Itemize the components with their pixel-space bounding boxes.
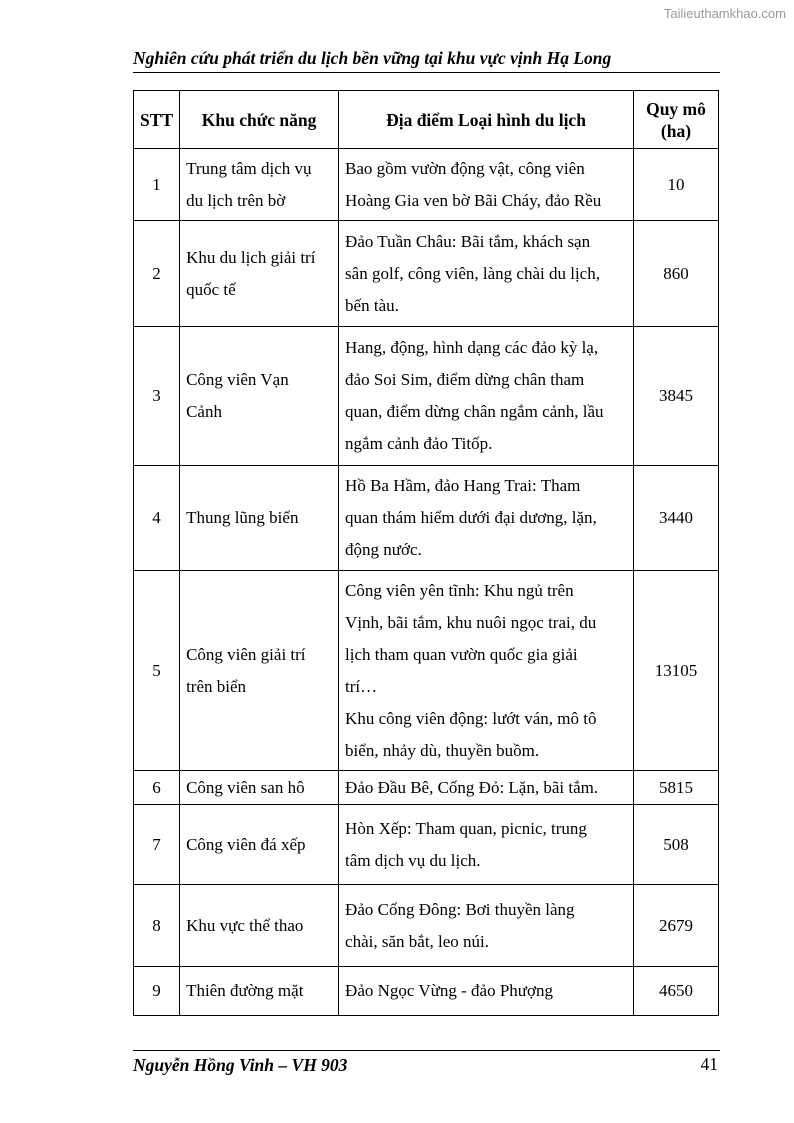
cell-stt: 2 [134,221,180,327]
cell-stt: 6 [134,771,180,805]
cell-place: Hang, động, hình dạng các đảo kỳ lạ, đảo Soi Sim, điểm dừng chân tham quan, điểm dừng chân ngắm cảnh, lầu ngắm cảnh đảo Titốp. [339,327,634,466]
cell-stt: 9 [134,967,180,1016]
cell-size: 3440 [633,466,718,571]
cell-place: Hồ Ba Hầm, đảo Hang Trai: Tham quan thám hiểm dưới đại dương, lặn, động nước. [339,466,634,571]
cell-zone: Khu du lịch giải trí quốc tế [180,221,339,327]
cell-place: Hòn Xếp: Tham quan, picnic, trung tâm dịch vụ du lịch. [339,805,634,885]
cell-size: 13105 [633,571,718,771]
cell-size: 10 [633,149,718,221]
tourism-zones-table [133,90,719,1016]
table-row [134,571,719,771]
cell-size: 508 [633,805,718,885]
cell-size: 2679 [633,885,718,967]
cell-stt: 1 [134,149,180,221]
cell-size: 4650 [633,967,718,1016]
table-row [134,967,719,1016]
table-row [134,805,719,885]
cell-zone: Khu vực thể thao [180,885,339,967]
table-row [134,885,719,967]
cell-stt: 8 [134,885,180,967]
cell-stt: 3 [134,327,180,466]
cell-place: Đảo Cống Đông: Bơi thuyền làng chài, săn bắt, leo núi. [339,885,634,967]
cell-place: Bao gồm vườn động vật, công viên Hoàng Gia ven bờ Bãi Cháy, đảo Rều [339,149,634,221]
cell-place: Đảo Tuần Châu: Bãi tắm, khách sạn sân golf, công viên, làng chài du lịch, bến tàu. [339,221,634,327]
cell-zone: Thiên đường mặt [180,967,339,1016]
cell-stt: 7 [134,805,180,885]
running-header: Nghiên cứu phát triển du lịch bền vững tại khu vực vịnh Hạ Long [133,48,720,73]
watermark: Tailieuthamkhao.com [663,6,786,21]
header-zone: Khu chức năng [180,91,339,149]
cell-size: 5815 [633,771,718,805]
table-row [134,221,719,327]
cell-zone: Công viên giải trí trên biển [180,571,339,771]
header-size: Quy mô (ha) [633,91,718,149]
header-stt: STT [134,91,180,149]
cell-size: 860 [633,221,718,327]
footer [133,1050,720,1076]
cell-place: Công viên yên tĩnh: Khu ngủ trên Vịnh, bãi tắm, khu nuôi ngọc trai, du lịch tham quan vườn quốc gia giải trí… Khu công viên động: lướt ván, mô tô biển, nhảy dù, thuyền buồm. [339,571,634,771]
cell-place: Đảo Đầu Bê, Cống Đỏ: Lặn, bãi tắm. [339,771,634,805]
header-place: Địa điểm Loại hình du lịch [339,91,634,149]
cell-place: Đảo Ngọc Vừng - đảo Phượng [339,967,634,1016]
cell-zone: Trung tâm dịch vụ du lịch trên bờ [180,149,339,221]
cell-stt: 4 [134,466,180,571]
table-row [134,149,719,221]
cell-stt: 5 [134,571,180,771]
cell-size: 3845 [633,327,718,466]
cell-zone: Công viên Vạn Cảnh [180,327,339,466]
table-row [134,327,719,466]
table-header-row [134,91,719,149]
cell-zone: Thung lũng biển [180,466,339,571]
table-row [134,466,719,571]
table-row [134,771,719,805]
footer-author: Nguyễn Hồng Vinh – VH 903 [133,1055,348,1075]
cell-zone: Công viên đá xếp [180,805,339,885]
page-number: 41 [700,1054,718,1074]
cell-zone: Công viên san hô [180,771,339,805]
